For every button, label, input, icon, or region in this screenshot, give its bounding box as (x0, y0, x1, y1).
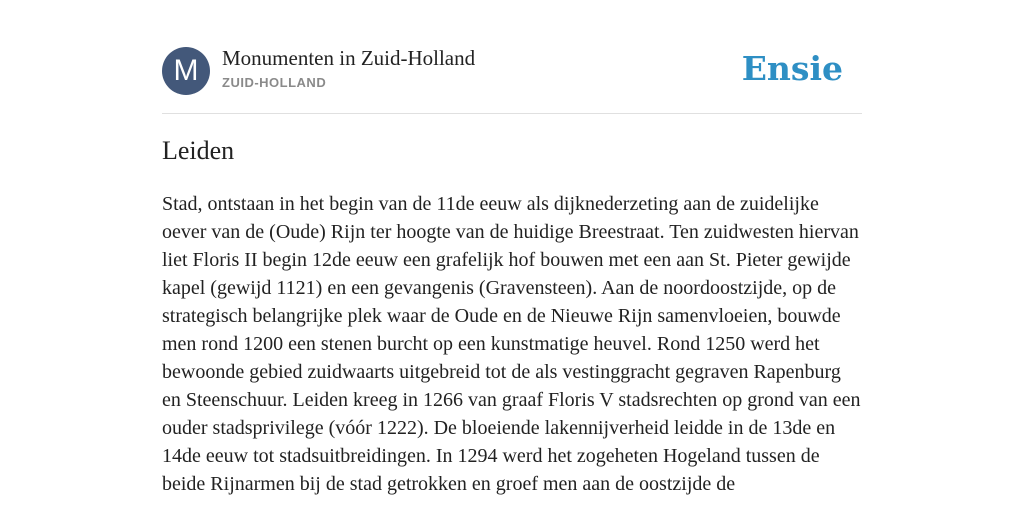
avatar[interactable]: M (162, 47, 210, 95)
article-title: Leiden (162, 136, 235, 165)
site-subtitle: ZUID-HOLLAND (222, 75, 327, 90)
ensie-logo-link[interactable]: Ensie (741, 49, 843, 88)
site-title-link[interactable]: Monumenten in Zuid-Holland (222, 46, 476, 70)
article-body: Stad, ontstaan in het begin van de 11de eeuw als dijknederzeting aan de zuidelijke oever van de (Oude) Rijn ter hoogte van de huidige Breestraat. Ten zuidwesten hiervan liet Floris II begin 12de eeuw een grafelijk hof bouwen met een aan St. Pieter gewijde kapel (gewijd 1121) en een gevangenis (Gravensteen). Aan de noordoostzijde, op de strategisch belangrijke plek waar de Oude en de Nieuwe Rijn samenvloeien, bouwde men rond 1200 een stenen burcht op een kunstmatige heuvel. Rond 1250 werd het bewoonde gebied zuidwaarts uitgebreid tot de als vestinggracht gegraven Rapenburg en Steenschuur. Leiden kreeg in 1266 van graaf Floris V stadsrechten op grond van een ouder stadsprivilege (vóór 1222). De bloeiende lakennijverheid leidde in de 13de en 14de eeuw tot stadsuitbreidingen. In 1294 werd het zogeheten Hogeland tussen de beide Rijnarmen bij de stad getrokken en groef men aan de oostzijde de (162, 193, 861, 495)
header (162, 46, 862, 96)
header-divider (162, 113, 862, 114)
